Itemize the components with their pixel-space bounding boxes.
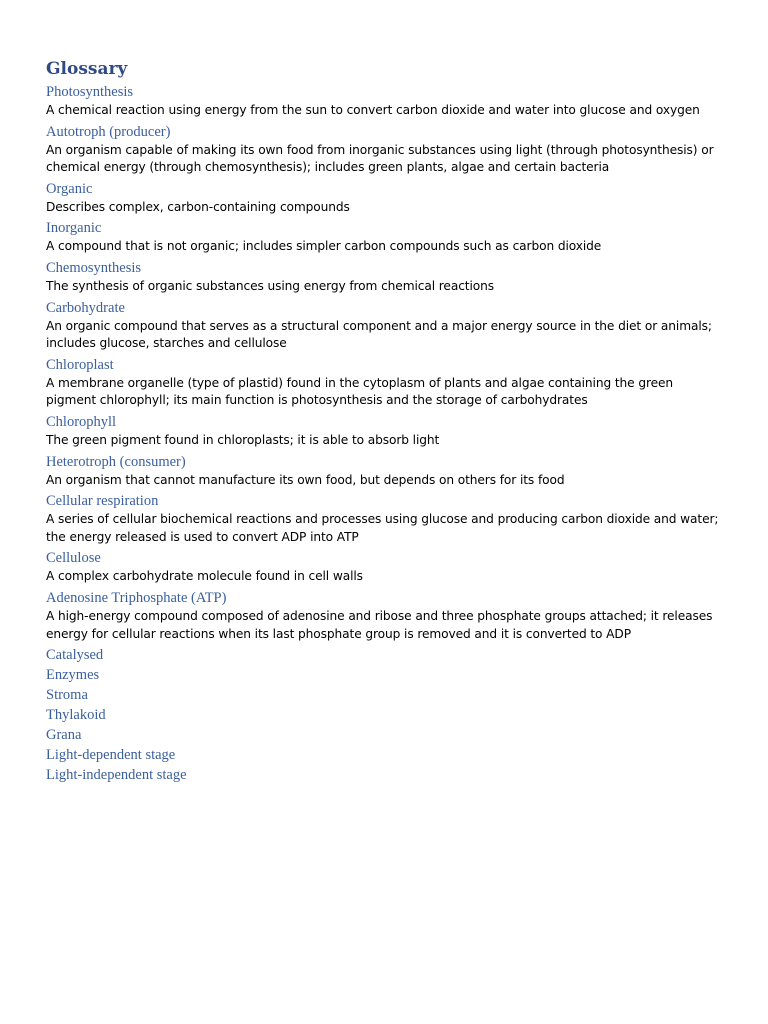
glossary-definition: A membrane organelle (type of plastid) found in the cytoplasm of plants and algae containing the green pigment chlorophyll; its main function is photosynthesis and the storage of carbohydrates xyxy=(46,375,674,408)
glossary-definition: A compound that is not organic; includes simpler carbon compounds such as carbon dioxide xyxy=(46,239,602,254)
glossary-term: Chemosynthesis xyxy=(46,259,142,276)
glossary-term: Adenosine Triphosphate (ATP) xyxy=(46,589,227,606)
glossary-entry xyxy=(46,705,726,725)
glossary-entry xyxy=(46,491,726,546)
glossary-definition: An organism capable of making its own food from inorganic substances using light (through photosynthesis) or chemical energy (through chemosynthesis); includes green plants, algae and certain bacteria xyxy=(46,142,714,175)
glossary-term: Grana xyxy=(46,727,82,744)
glossary-term: Chloroplast xyxy=(46,356,114,373)
glossary-entry xyxy=(46,355,726,410)
glossary-term: Catalysed xyxy=(46,647,104,664)
glossary-term: Inorganic xyxy=(46,220,102,237)
glossary-entry xyxy=(46,258,726,296)
glossary-term: Stroma xyxy=(46,687,88,704)
glossary-entry xyxy=(46,548,726,586)
glossary-term: Organic xyxy=(46,180,93,197)
glossary-definition: A series of cellular biochemical reactions and processes using glucose and producing carbon dioxide and water; the energy released is used to convert ADP into ATP xyxy=(46,512,719,544)
glossary-entry xyxy=(46,122,726,177)
glossary-term: Autotroph (producer) xyxy=(46,123,171,140)
glossary-term: Heterotroph (consumer) xyxy=(46,453,186,470)
glossary-definition: The synthesis of organic substances using energy from chemical reactions xyxy=(46,278,494,293)
glossary-page xyxy=(46,58,726,785)
glossary-term: Light-dependent stage xyxy=(46,747,176,764)
glossary-term: Chlorophyll xyxy=(46,413,117,430)
glossary-definition: An organic compound that serves as a structural component and a major energy source in the diet or animals; includes glucose, starches and cellulose xyxy=(46,318,712,351)
glossary-term: Cellular respiration xyxy=(46,493,159,510)
glossary-entry xyxy=(46,179,726,217)
glossary-entry xyxy=(46,412,726,450)
glossary-entry xyxy=(46,218,726,256)
glossary-entry xyxy=(46,82,726,120)
glossary-term: Carbohydrate xyxy=(46,299,125,316)
glossary-entry xyxy=(46,645,726,665)
glossary-term: Cellulose xyxy=(46,550,101,567)
glossary-definition: Describes complex, carbon-containing compounds xyxy=(46,199,350,214)
glossary-term: Photosynthesis xyxy=(46,84,134,100)
glossary-entry xyxy=(46,588,726,643)
glossary-definition: A chemical reaction using energy from the sun to convert carbon dioxide and water into glucose and oxygen xyxy=(46,103,700,117)
glossary-definition: A high-energy compound composed of adenosine and ribose and three phosphate groups attached; it releases energy for cellular reactions when its last phosphate group is removed and it is converted to ADP xyxy=(46,608,713,641)
glossary-entry xyxy=(46,745,726,765)
glossary-entry xyxy=(46,725,726,745)
glossary-term: Light-independent stage xyxy=(46,767,187,784)
glossary-term: Thylakoid xyxy=(46,707,106,724)
glossary-entry xyxy=(46,452,726,490)
glossary-definition: The green pigment found in chloroplasts; it is able to absorb light xyxy=(46,432,440,447)
glossary-entry xyxy=(46,685,726,705)
page-title: Glossary xyxy=(46,59,128,79)
glossary-entry xyxy=(46,298,726,353)
glossary-term: Enzymes xyxy=(46,667,100,684)
glossary-definition: A complex carbohydrate molecule found in cell walls xyxy=(46,569,363,584)
glossary-definition: An organism that cannot manufacture its own food, but depends on others for its food xyxy=(46,472,565,487)
glossary-entry xyxy=(46,665,726,685)
glossary-entry xyxy=(46,765,726,785)
